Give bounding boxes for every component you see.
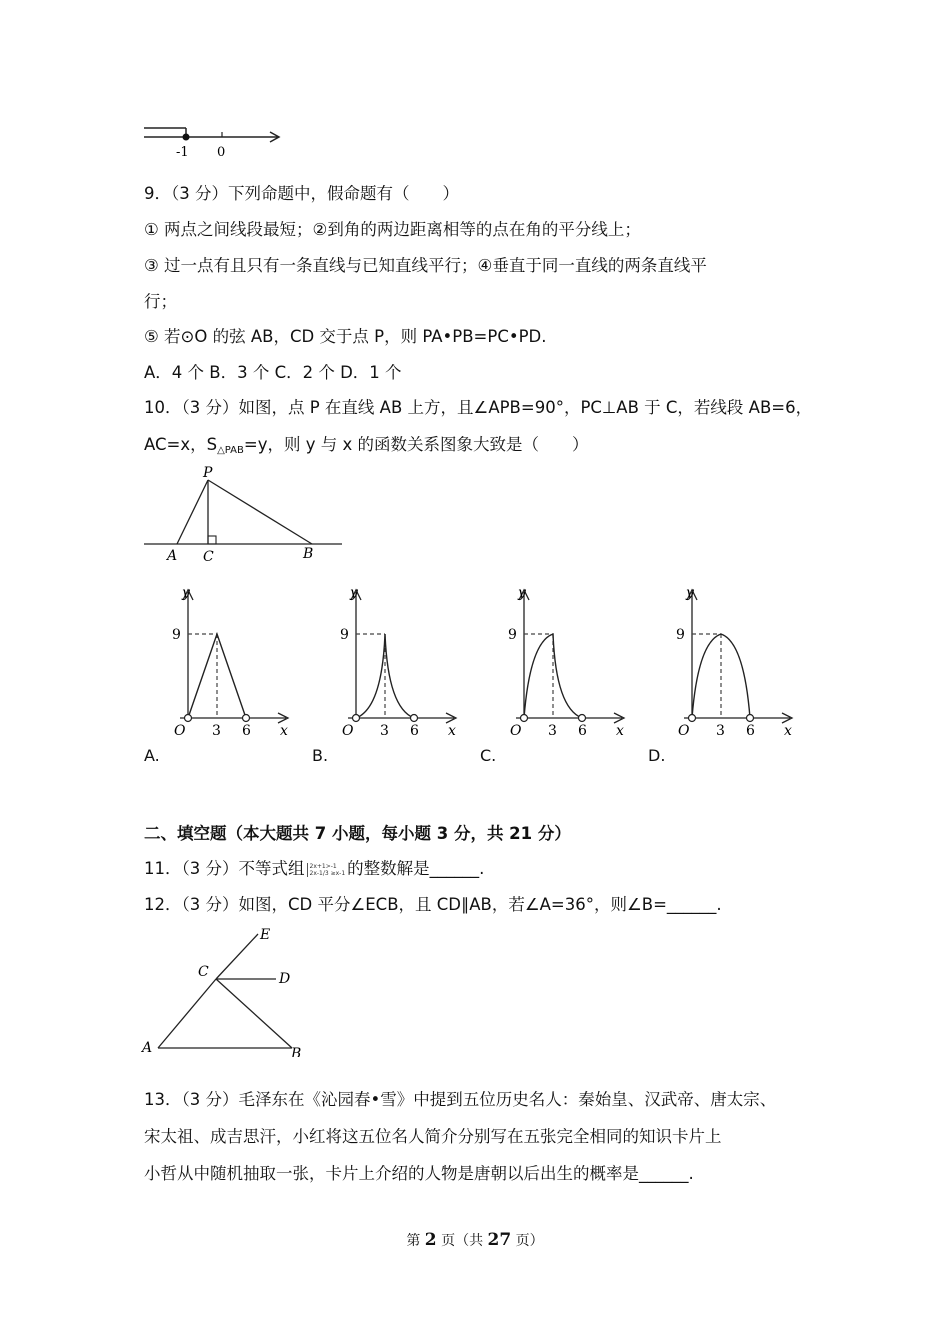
graph-C-label-6: 6: [578, 723, 587, 739]
graph-D-label-y: y: [686, 585, 694, 601]
q10-stem-1: 10．（3 分）如图，点 P 在直线 AB 上方，且∠APB=90°，PC⊥AB 于 C，若线段 AB=6，: [144, 398, 813, 417]
q13-line1: 13．（3 分）毛泽东在《沁园春•雪》中提到五位历史名人：秦始皇、汉武帝、唐太宗、: [144, 1090, 777, 1109]
q10-stem-2: AC=x，$S_{\triangle PAB}=y$，则 y 与 x 的函数关系图象大致是（ ）: [144, 435, 589, 456]
graph-B-label-O: O: [342, 723, 354, 739]
graph-C-label-3: 3: [548, 723, 557, 739]
graph-D-label-x: x: [784, 723, 792, 739]
q12-label-D: D: [279, 971, 291, 987]
q13-line3: 小哲从中随机抽取一张，卡片上介绍的人物是唐朝以后出生的概率是______.: [144, 1164, 694, 1183]
section2-title: 二、填空题（本大题共 7 小题，每小题 3 分，共 21 分）: [144, 824, 571, 843]
q10-label-P: P: [203, 465, 213, 481]
current-page-number: 2: [424, 1230, 437, 1250]
q12-stem: 12．（3 分）如图，CD 平分∠ECB，且 CD∥AB，若∠A=36°，则∠B=______.: [144, 895, 722, 914]
q11-stem: 11．（3 分）不等式组 2x+1>-1 2x-1/3 ≥x-1 的整数解是______.: [144, 859, 485, 878]
q10-label-C: C: [203, 549, 214, 565]
graph-D-label-O: O: [678, 723, 690, 739]
q12-figure: [138, 922, 308, 1057]
q10-option-A: A.: [144, 746, 160, 765]
page-footer: 第 2 页（共 27 页）: [406, 1230, 544, 1250]
graph-B-label-x: x: [448, 723, 456, 739]
graph-C-label-O: O: [510, 723, 522, 739]
q10-graph-B: [336, 582, 466, 742]
graph-C-label-9: 9: [508, 627, 517, 643]
graph-A-label-O: O: [174, 723, 186, 739]
q10-label-B: B: [303, 546, 314, 562]
graph-C-label-x: x: [616, 723, 624, 739]
q12-label-C: C: [198, 964, 209, 980]
graph-A-label-3: 3: [212, 723, 221, 739]
graph-C-label-y: y: [518, 585, 526, 601]
number-line-figure: [140, 120, 290, 162]
q10-option-D: D.: [648, 746, 666, 765]
graph-A-label-9: 9: [172, 627, 181, 643]
q9-line4: ⑤ 若⊙O 的弦 AB，CD 交于点 P，则 PA•PB=PC•PD.: [144, 327, 547, 346]
graph-A-label-x: x: [280, 723, 288, 739]
q10-graph-C: [504, 582, 634, 742]
graph-A-label-6: 6: [242, 723, 251, 739]
q10-graph-A: [168, 582, 298, 742]
q9-line2: ③ 过一点有且只有一条直线与已知直线平行；④垂直于同一直线的两条直线平: [144, 256, 707, 275]
graph-A-label-y: y: [182, 585, 190, 601]
q12-label-B: B: [291, 1046, 302, 1057]
q10-label-A: A: [167, 548, 178, 564]
graph-B-label-y: y: [350, 585, 358, 601]
graph-B-label-3: 3: [380, 723, 389, 739]
q9-options: A．4 个 B．3 个 C．2 个 D．1 个: [144, 363, 402, 382]
q12-label-A: A: [142, 1040, 153, 1056]
q9-line3: 行；: [144, 292, 177, 311]
q10-graph-D: [672, 582, 802, 742]
q13-line2: 宋太祖、成吉思汗，小红将这五位名人简介分别写在五张完全相同的知识卡片上: [144, 1127, 722, 1146]
q9-line1: ① 两点之间线段最短；②到角的两边距离相等的点在角的平分线上；: [144, 220, 641, 239]
number-line-label-neg1: -1: [176, 145, 189, 160]
graph-B-label-9: 9: [340, 627, 349, 643]
q10-option-C: C.: [480, 746, 497, 765]
graph-D-label-6: 6: [746, 723, 755, 739]
total-page-number: 27: [487, 1230, 512, 1250]
q11-inequality-system: 2x+1>-1 2x-1/3 ≥x-1: [307, 863, 346, 877]
q12-label-E: E: [260, 927, 271, 943]
number-line-label-0: 0: [217, 145, 226, 160]
graph-D-label-9: 9: [676, 627, 685, 643]
q10-triangle-figure: [140, 462, 350, 567]
q9-stem: 9．（3 分）下列命题中，假命题有（ ）: [144, 184, 459, 203]
q10-option-B: B.: [312, 746, 329, 765]
graph-B-label-6: 6: [410, 723, 419, 739]
graph-D-label-3: 3: [716, 723, 725, 739]
